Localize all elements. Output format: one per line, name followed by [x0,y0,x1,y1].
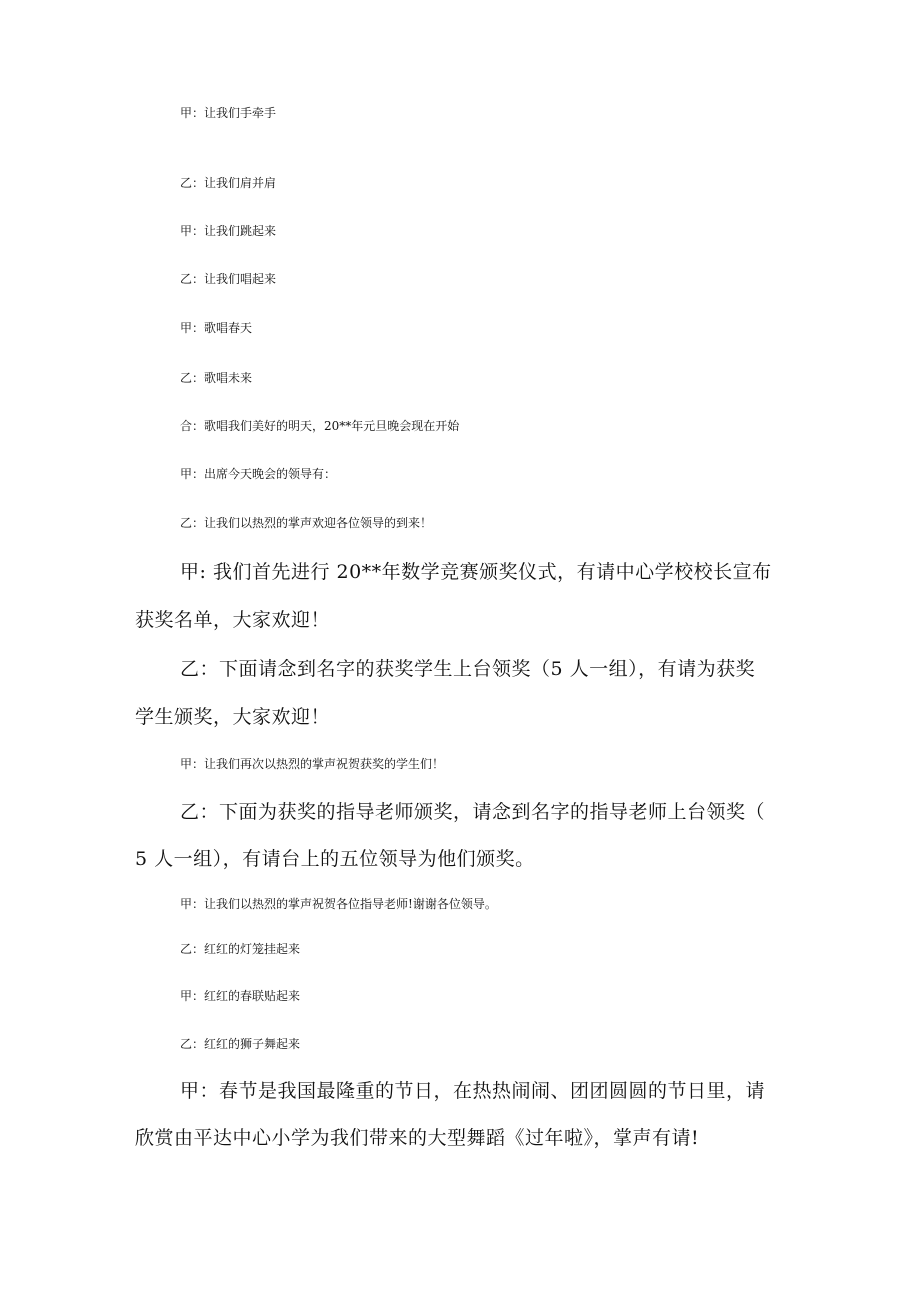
script-line: 乙：下面请念到名字的获奖学生上台领奖（5 人一组），有请为获奖 [180,658,756,680]
script-line: 甲：让我们跳起来 [180,224,277,238]
script-line-continued: 获奖名单，大家欢迎！ [135,609,331,631]
script-line: 甲：让我们再次以热烈的掌声祝贺获奖的学生们！ [180,757,445,771]
script-line: 甲: 我们首先进行 20**年数学竞赛颁奖仪式，有请中心学校校长宣布 [180,561,772,583]
script-line: 乙：让我们唱起来 [180,272,277,286]
script-line: 甲：春节是我国最隆重的节日，在热热闹闹、团团圆圆的节日里，请 [180,1080,766,1102]
script-line: 甲：出席今天晚会的领导有： [180,467,337,481]
script-line-continued: 5 人一组），有请台上的五位领导为他们颁奖。 [135,848,535,870]
script-line: 乙：歌唱未来 [180,371,253,385]
script-line: 乙：下面为获奖的指导老师颁奖，请念到名字的指导老师上台领奖（ [180,801,766,823]
script-line: 乙：让我们以热烈的掌声欢迎各位领导的到来！ [180,516,433,530]
script-line: 乙：让我们肩并肩 [180,176,277,190]
script-line: 乙：红红的灯笼挂起来 [180,942,301,956]
script-line: 合：歌唱我们美好的明天，20**年元旦晚会现在开始 [180,419,460,433]
script-line: 甲：让我们手牵手 [180,106,277,120]
script-line: 甲：让我们以热烈的掌声祝贺各位指导老师!谢谢各位领导。 [180,897,497,911]
script-line: 甲：歌唱春天 [180,321,253,335]
script-line: 甲：红红的春联贴起来 [180,989,301,1003]
script-line: 乙：红红的狮子舞起来 [180,1037,301,1051]
script-line-continued: 欣赏由平达中心小学为我们带来的大型舞蹈《过年啦》，掌声有请! [135,1127,700,1149]
script-line-continued: 学生颁奖，大家欢迎！ [135,706,331,728]
